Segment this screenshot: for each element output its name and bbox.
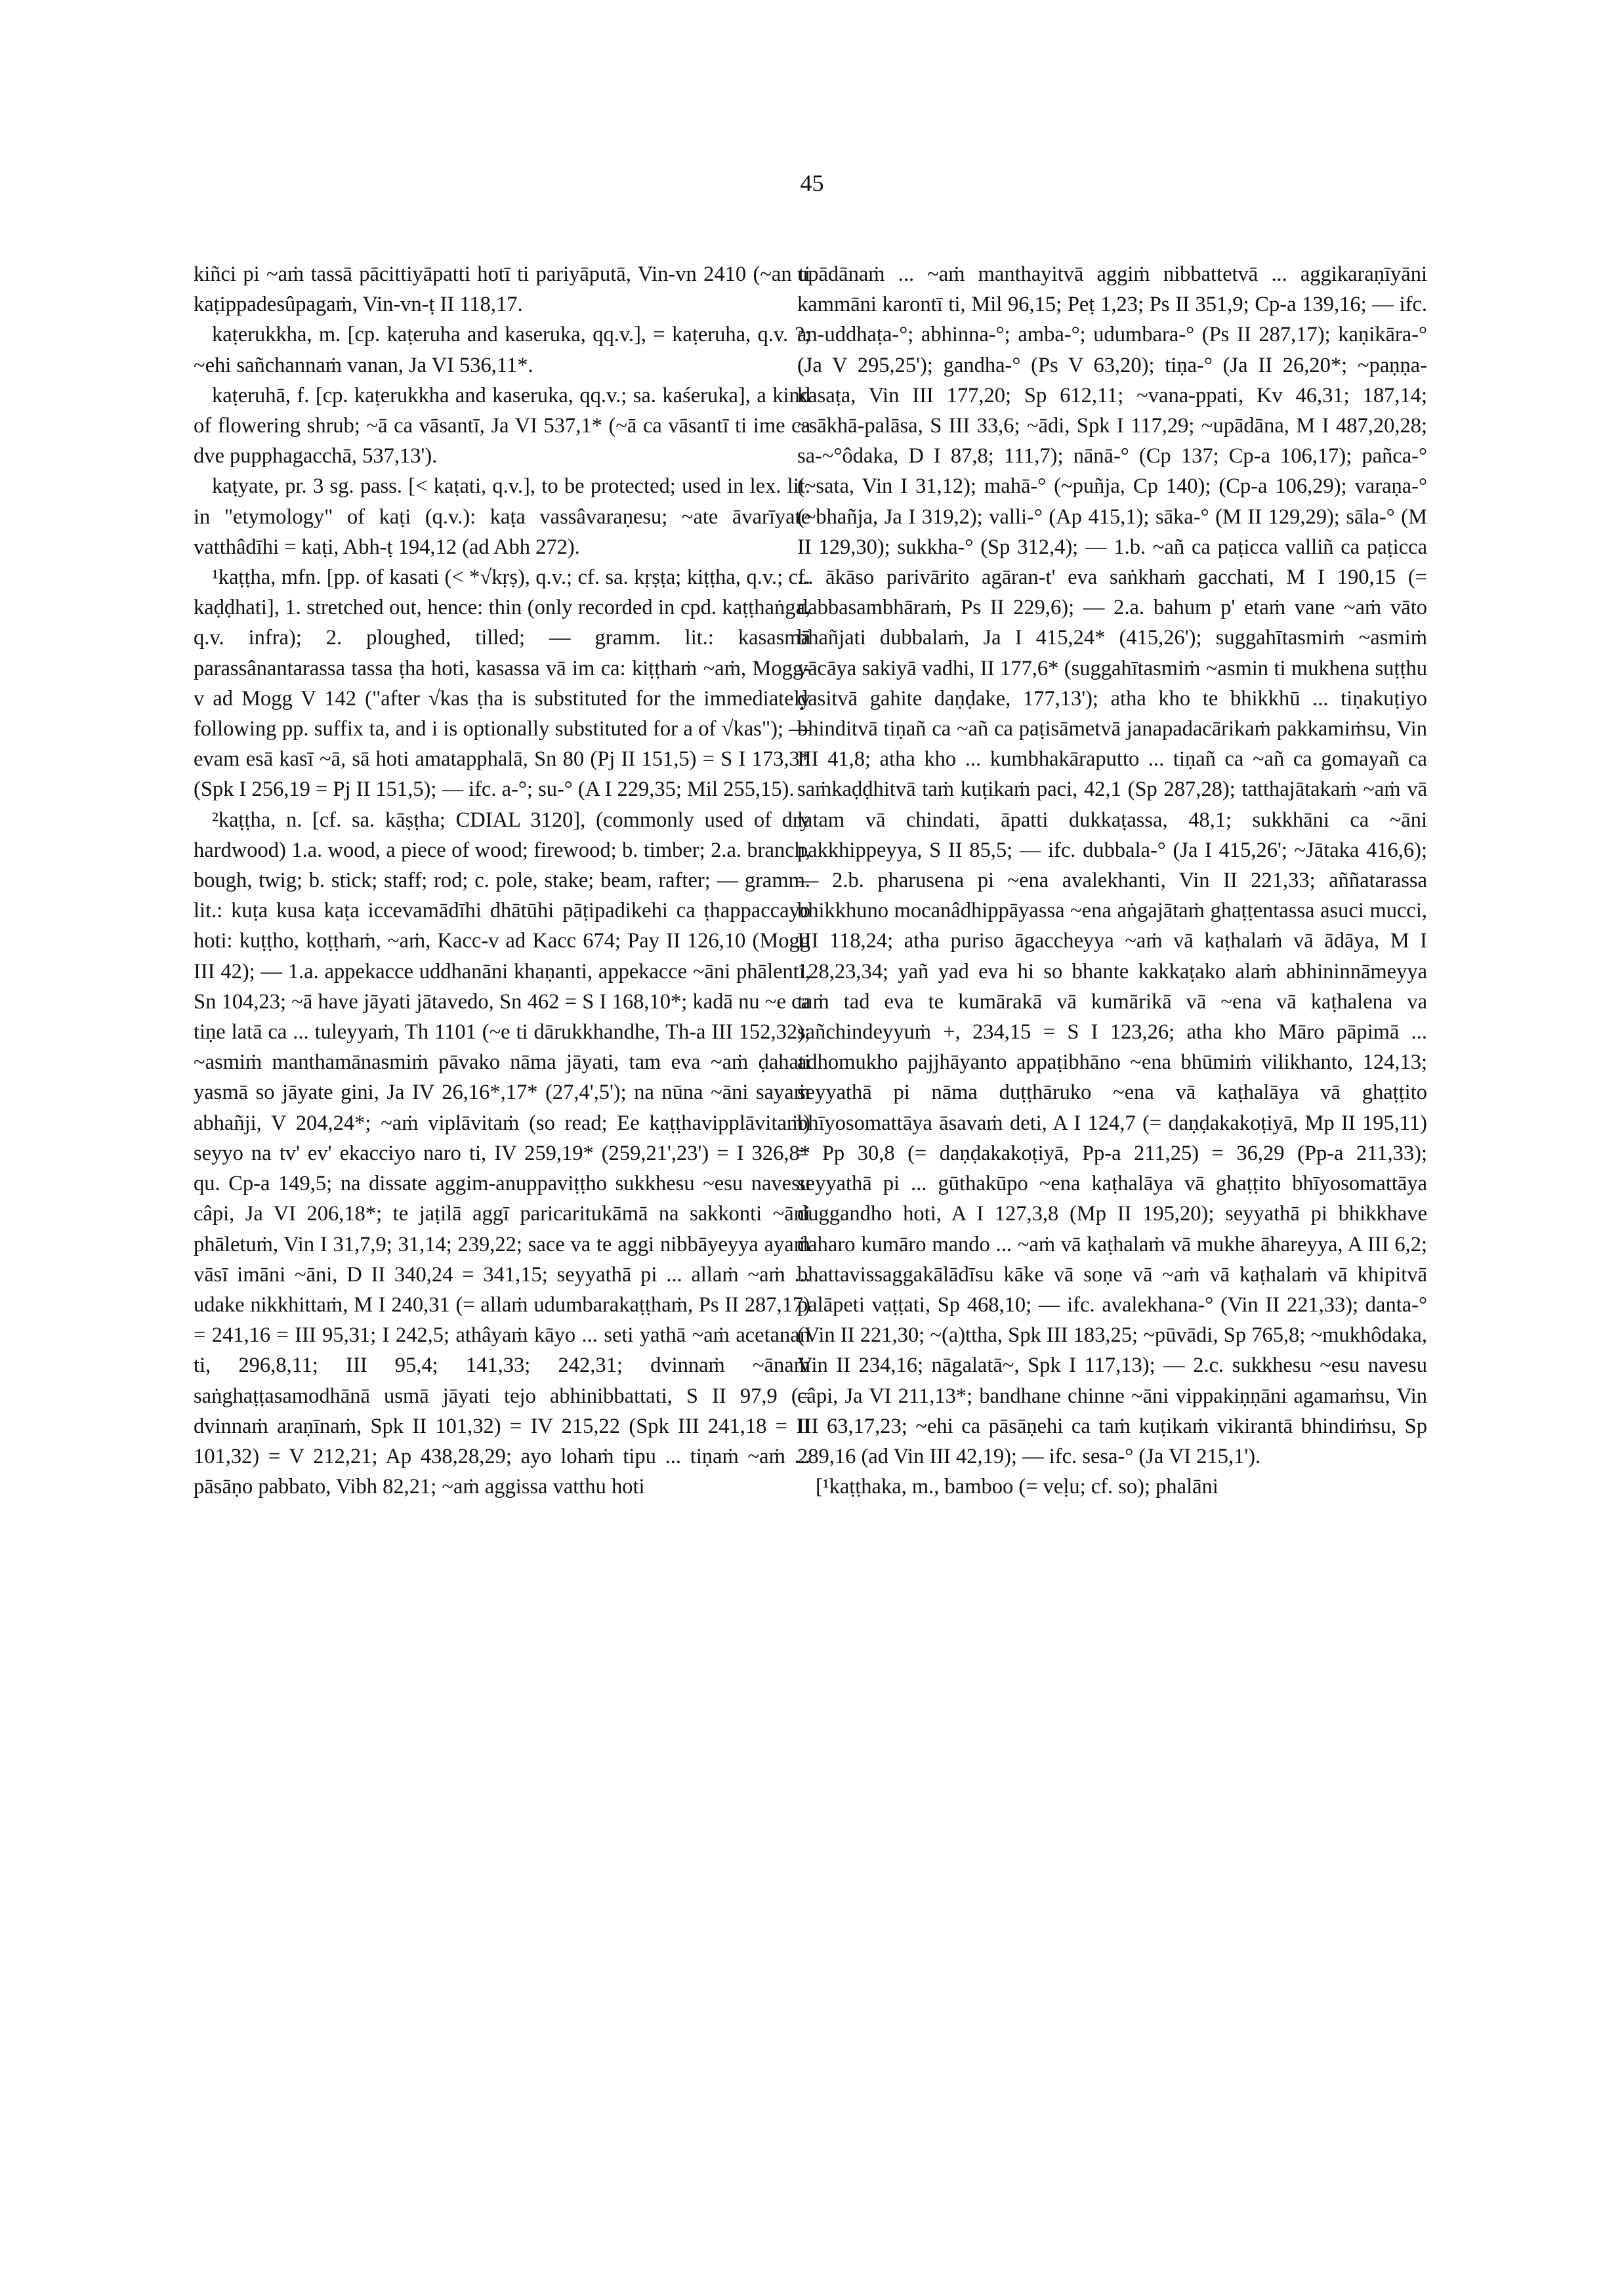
entry-kattha-2-continuation: upādānaṁ ... ~aṁ manthayitvā aggiṁ nibbattetvā ... aggikaraṇīyāni kammāni karontī ti, Mil 96,15; Peṭ 1,23; Ps II 351,9; Cp-a 139,16; — ifc. an-uddhaṭa-°; abhinna-°; amba-°; udumbara-° (Ps II 287,17); kaṇikāra-° (Ja V 295,25'); gandha-° (Ps V 63,20); tiṇa-° (Ja II 26,20*; ~paṇṇa-kasaṭa, Vin III 177,20; Sp 612,11; ~vana-ppati, Kv 46,31; 187,14; ~sākhā-palāsa, S III 33,6; ~ādi, Spk I 117,29; ~upādāna, M I 487,20,28; sa-~°ôdaka, D I 87,8; 111,7); nānā-° (Cp 137; Cp-a 106,17); pañca-° (~sata, Vin I 31,12); mahā-° (~puñja, Cp 140); (Cp-a 106,29); varaṇa-° (~bhañja, Ja I 319,2); valli-° (Ap 415,1); sāka-° (M II 129,29); sāla-° (M II 129,30); sukkha-° (Sp 312,4); — 1.b. ~añ ca paṭicca valliñ ca paṭicca ... ākāso parivārito agāran-t' eva saṅkhaṁ gacchati, M I 190,15 (= dabbasambhāraṁ, Ps II 229,6); — 2.a. bahum p' etaṁ vane ~aṁ vāto bhañjati dubbalaṁ, Ja I 415,24* (415,26'); suggahītasmiṁ ~asmiṁ vācāya sakiyā vadhi, II 177,6* (suggahītasmiṁ ~asmin ti mukhena suṭṭhu ḍasitvā gahite daṇḍake, 177,13'); atha kho te bhikkhū ... tiṇakuṭiyo bhinditvā tiṇañ ca ~añ ca paṭisāmetvā janapadacārikaṁ pakkamiṁsu, Vin III 41,8; atha kho ... kumbhakāraputto ... tiṇañ ca ~añ ca gomayañ ca saṁkaḍḍhitvā taṁ kuṭikaṁ paci, 42,1 (Sp 287,28); tatthajātakaṁ ~aṁ vā latam vā chindati, āpatti dukkaṭassa, 48,1; sukkhāni ca ~āni pakkhippeyya, S II 85,5; — ifc. dubbala-° (Ja I 415,26'; ~Jātaka 416,6); — 2.b. pharusena pi ~ena avalekhanti, Vin II 221,33; aññatarassa bhikkhuno mocanâdhippāyassa ~ena aṅgajātaṁ ghaṭṭentassa asuci mucci, III 118,24; atha puriso āgaccheyya ~aṁ vā kaṭhalaṁ vā ādāya, M I 128,23,34; yañ yad eva hi so bhante kakkaṭako alaṁ abhininnāmeyya taṁ tad eva te kumārakā vā kumārikā vā ~ena vā kaṭhalena va sañchindeyyuṁ +, 234,15 = S I 123,26; atha kho Māro pāpimā ... adhomukho pajjhāyanto appaṭibhāno ~ena bhūmiṁ vilikhanto, 124,13; seyyathā pi nāma duṭṭhāruko ~ena vā kaṭhalāya vā ghaṭṭito bhīyosomattāya āsavaṁ deti, A I 124,7 (= daṇḍakakoṭiyā, Mp II 195,11) = Pp 30,8 (= daṇḍakakoṭiyā, Pp-a 211,25) = 36,29 (Pp-a 211,33); seyyathā pi ... gūthakūpo ~ena kaṭhalāya vā ghaṭṭito bhīyosomattāya duggandho hoti, A I 127,3,8 (Mp II 195,20); seyyathā pi bhikkhave daharo kumāro mando ... ~aṁ vā kaṭhalaṁ vā mukhe āhareyya, A III 6,2; bhattavissaggakālādīsu kāke vā soṇe vā ~aṁ vā kaṭhalaṁ vā khipitvā palāpeti vaṭṭati, Sp 468,10; — ifc. avalekhana-° (Vin II 221,33); danta-° (Vin II 221,30; ~(a)ttha, Spk III 183,25; ~pūvādi, Sp 765,8; ~mukhôdaka, Vin II 234,16; nāgalatā~, Spk I 117,13); — 2.c. sukkhesu ~esu navesu câpi, Ja VI 211,13*; bandhane chinne ~āni vippakiṇṇāni agamaṁsu, Vin III 63,17,23; ~ehi ca pāsāṇehi ca taṁ kuṭikaṁ vikirantā bhindiṁsu, Sp 289,16 (ad Vin III 42,19); — ifc. sesa-° (Ja VI 215,1'). bbox=[797, 262, 1427, 1468]
right-column bbox=[797, 259, 1427, 1502]
entry-kattha-2: ²kaṭṭha, n. [cf. sa. kāṣṭha; CDIAL 3120], (commonly used of dry hardwood) 1.a. wood, a piece of wood; firewood; b. timber; 2.a. branch, bough, twig; b. stick; staff; rod; c. pole, stake; beam, rafter; — gramm. lit.: kuṭa kusa kaṭa iccevamādīhi dhātūhi pāṭipadikehi ca ṭhappaccayo hoti: kuṭṭho, koṭṭhaṁ, ~aṁ, Kacc-v ad Kacc 674; Pay II 126,10 (Mogg III 42); — 1.a. appekacce uddhanāni khaṇanti, appekacce ~āni phālenti, Sn 104,23; ~ā have jāyati jātavedo, Sn 462 = S I 168,10*; kadā nu ~e ca tiṇe latā ca ... tuleyyaṁ, Th 1101 (~e ti dārukkhandhe, Th-a III 152,32); ~asmiṁ manthamānasmiṁ pāvako nāma jāyati, tam eva ~aṁ ḍahati yasmā so jāyate gini, Ja IV 26,16*,17* (27,4',5'); na nūna ~āni sayaṁ abhañji, V 204,24*; ~aṁ viplāvitaṁ (so read; Ee kaṭṭhavipplāvitaṁ) seyyo na tv' ev' ekacciyo naro ti, IV 259,19* (259,21',23') = I 326,8* qu. Cp-a 149,5; na dissate aggim-anuppaviṭṭho sukkhesu ~esu navesu câpi, Ja VI 206,18*; te jaṭilā aggī paricaritukāmā na sakkonti ~āni phāletuṁ, Vin I 31,7,9; 31,14; 239,22; sace va te aggi nibbāyeyya ayaṁ vāsī imāni ~āni, D II 340,24 = 341,15; seyyathā pi ... allaṁ ~aṁ ... udake nikkhittaṁ, M I 240,31 (= allaṁ udumbarakaṭṭhaṁ, Ps II 287,17) = 241,16 = III 95,31; I 242,5; athâyaṁ kāyo ... seti yathā ~aṁ acetanan ti, 296,8,11; III 95,4; 141,33; 242,31; dvinnaṁ ~ānaṁ saṅghaṭṭasamodhānā usmā jāyati tejo abhinibbattati, S II 97,9 (= dvinnaṁ araṇīnaṁ, Spk II 101,32) = IV 215,22 (Spk III 241,18 = II 101,32) = V 212,21; Ap 438,28,29; ayo lohaṁ tipu ... tiṇaṁ ~aṁ ... pāsāṇo pabbato, Vibh 82,21; ~aṁ aggissa vatthu hoti bbox=[194, 808, 810, 1499]
entry-katerukkha: kaṭerukkha, m. [cp. kaṭeruha and kaseruka, qq.v.], = kaṭeruha, q.v. ?; ~ehi sañchannaṁ vanan, Ja VI 536,11*. bbox=[194, 323, 810, 377]
entry-kateruha: kaṭeruhā, f. [cp. kaṭerukkha and kaseruka, qq.v.; sa. kaśeruka], a kind of flowering shrub; ~ā ca vāsantī, Ja VI 537,1* (~ā ca vāsantī ti ime ca dve pupphagacchā, 537,13'). bbox=[194, 383, 810, 468]
entry-katthaka: [¹kaṭṭhaka, m., bamboo (= veḷu; cf. so); phalāni bbox=[816, 1475, 1218, 1499]
entry-katyate: kaṭyate, pr. 3 sg. pass. [< kaṭati, q.v.], to be protected; used in lex. lit. in "etymology" of kaṭi (q.v.): kaṭa vassâvaraṇesu; ~ate āvarīyate vatthâdīhi = kaṭi, Abh-ṭ 194,12 (ad Abh 272). bbox=[194, 474, 810, 559]
entry-kattha-1: ¹kaṭṭha, mfn. [pp. of kasati (< *√kṛṣ), q.v.; cf. sa. kṛṣṭa; kiṭṭha, q.v.; cf. kaḍḍhati], 1. stretched out, hence: thin (only recorded in cpd. kaṭṭhaṅga, q.v. infra); 2. ploughed, tilled; — gramm. lit.: kasasmā parassânantarassa tassa ṭha hoti, kasassa vā im ca: kiṭṭhaṁ ~aṁ, Mogg-v ad Mogg V 142 ("after √kas ṭha is substituted for the immediately following pp. suffix ta, and i is optionally substituted for a of √kas"); — evam esā kasī ~ā, sā hoti amatapphalā, Sn 80 (Pj II 151,5) = S I 173,3* (Spk I 256,19 = Pj II 151,5); — ifc. a-°; su-° (A I 229,35; Mil 255,15). bbox=[194, 566, 810, 802]
page-number: 45 bbox=[800, 170, 824, 196]
entry-kinci-continuation: kiñci pi ~aṁ tassā pācittiyāpatti hotī ti pariyāputā, Vin-vn 2410 (~an ti kaṭippadesûpagaṁ, Vin-vn-ṭ II 118,17. bbox=[194, 262, 810, 317]
left-column bbox=[194, 259, 810, 1502]
